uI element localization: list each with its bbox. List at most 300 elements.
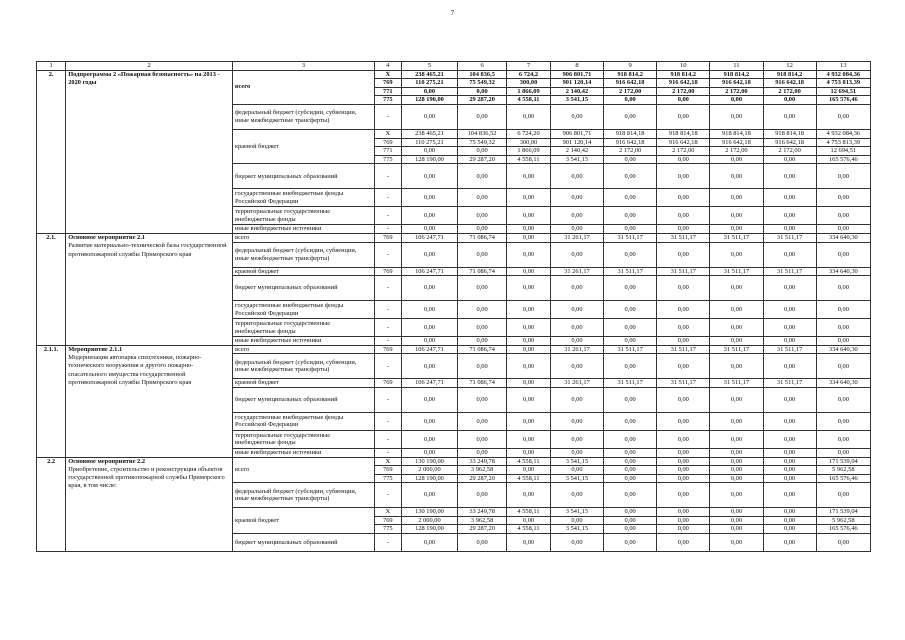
amount-cell: 2 172,00 xyxy=(604,147,657,156)
amount-cell: 0,00 xyxy=(401,448,457,457)
amount-cell: 0,00 xyxy=(458,448,507,457)
amount-cell: 29 287,20 xyxy=(458,155,507,164)
amount-cell: 0,00 xyxy=(816,301,870,319)
amount-cell: 128 190,00 xyxy=(401,96,457,105)
amount-cell: 0,00 xyxy=(401,242,457,267)
amount-cell: 0,00 xyxy=(763,457,816,466)
amount-cell: 0,00 xyxy=(550,412,603,430)
header-cell-1: 1 xyxy=(37,62,66,71)
amount-cell: 0,00 xyxy=(710,207,763,225)
amount-cell: 0,00 xyxy=(507,189,551,207)
amount-cell: 0,00 xyxy=(604,104,657,129)
amount-cell: 0,00 xyxy=(550,337,603,346)
amount-cell: 0,00 xyxy=(458,301,507,319)
amount-cell: 0,00 xyxy=(763,242,816,267)
amount-cell: 918 814,2 xyxy=(657,70,710,79)
amount-cell: 4 558,11 xyxy=(507,96,551,105)
amount-cell: 0,00 xyxy=(401,412,457,430)
amount-cell: 0,00 xyxy=(763,104,816,129)
amount-cell: 0,00 xyxy=(604,508,657,517)
amount-cell: 0,00 xyxy=(507,164,551,189)
amount-cell: 0,00 xyxy=(507,483,551,508)
amount-cell: 238 465,21 xyxy=(401,129,457,138)
page-number: 7 xyxy=(450,9,455,17)
amount-cell: 2 172,00 xyxy=(710,147,763,156)
amount-cell: 29 287,20 xyxy=(458,525,507,534)
amount-cell: 31 511,17 xyxy=(763,233,816,242)
amount-cell: 0,00 xyxy=(657,337,710,346)
amount-cell: 171 539,04 xyxy=(816,508,870,517)
amount-cell: 0,00 xyxy=(604,337,657,346)
amount-cell: 0,00 xyxy=(550,276,603,301)
amount-cell: 0,00 xyxy=(816,225,870,234)
funding-source: территориальные государственные внебюджетные фонды xyxy=(232,207,374,225)
amount-cell: 106 247,71 xyxy=(401,379,457,388)
amount-cell: 0,00 xyxy=(816,430,870,448)
amount-cell: 918 814,2 xyxy=(604,70,657,79)
amount-cell: 334 640,30 xyxy=(816,345,870,354)
amount-cell: 0,00 xyxy=(507,225,551,234)
amount-cell: 31 511,17 xyxy=(657,379,710,388)
amount-cell: 916 642,18 xyxy=(710,138,763,147)
amount-cell: 0,00 xyxy=(816,483,870,508)
amount-cell: 0,00 xyxy=(763,189,816,207)
amount-cell: 165 576,46 xyxy=(816,96,870,105)
amount-cell: 0,00 xyxy=(657,207,710,225)
amount-cell: 0,00 xyxy=(763,483,816,508)
amount-cell: 0,00 xyxy=(507,466,551,475)
amount-cell: 0,00 xyxy=(816,276,870,301)
amount-cell: 75 549,32 xyxy=(458,138,507,147)
amount-cell: 3 541,15 xyxy=(550,508,603,517)
amount-cell: 300,00 xyxy=(507,138,551,147)
amount-cell: 0,00 xyxy=(816,164,870,189)
amount-cell: 0,00 xyxy=(604,387,657,412)
amount-cell: 0,00 xyxy=(604,474,657,483)
amount-cell: 71 086,74 xyxy=(458,233,507,242)
amount-cell: 916 642,18 xyxy=(657,138,710,147)
amount-cell: 0,00 xyxy=(604,155,657,164)
amount-cell: 0,00 xyxy=(710,155,763,164)
amount-cell: 0,00 xyxy=(507,516,551,525)
amount-cell: 0,00 xyxy=(763,516,816,525)
amount-cell: 0,00 xyxy=(763,430,816,448)
amount-cell: 0,00 xyxy=(507,387,551,412)
amount-cell: 106 247,71 xyxy=(401,233,457,242)
amount-cell: 0,00 xyxy=(458,242,507,267)
header-cell-2: 2 xyxy=(66,62,233,71)
amount-cell: 75 549,32 xyxy=(458,79,507,88)
amount-cell: 33 249,78 xyxy=(458,508,507,517)
amount-cell: 0,00 xyxy=(458,276,507,301)
funding-source: государственные внебюджетные фонды Российской Федерации xyxy=(232,301,374,319)
amount-cell: 0,00 xyxy=(458,354,507,379)
amount-cell: 916 642,18 xyxy=(604,138,657,147)
funding-source: всего xyxy=(232,345,374,354)
budget-code: 769 xyxy=(374,79,401,88)
amount-cell: 0,00 xyxy=(550,104,603,129)
budget-code: - xyxy=(374,483,401,508)
section-number: 2.1. xyxy=(37,233,66,345)
amount-cell: 0,00 xyxy=(763,276,816,301)
amount-cell: 0,00 xyxy=(458,412,507,430)
amount-cell: 916 642,18 xyxy=(763,138,816,147)
amount-cell: 2 172,00 xyxy=(763,87,816,96)
amount-cell: 31 261,17 xyxy=(550,345,603,354)
amount-cell: 0,00 xyxy=(604,483,657,508)
amount-cell: 0,00 xyxy=(657,225,710,234)
section-description xyxy=(66,233,233,345)
amount-cell: 31 261,17 xyxy=(550,267,603,276)
amount-cell: 4 932 084,36 xyxy=(816,129,870,138)
section-number: 2.2 xyxy=(37,457,66,552)
amount-cell: 906 801,71 xyxy=(550,70,603,79)
amount-cell: 0,00 xyxy=(657,508,710,517)
amount-cell: 918 814,2 xyxy=(710,70,763,79)
amount-cell: 0,00 xyxy=(763,474,816,483)
amount-cell: 0,00 xyxy=(657,164,710,189)
amount-cell: 1 866,09 xyxy=(507,87,551,96)
amount-cell: 0,00 xyxy=(657,525,710,534)
header-cell-3: 3 xyxy=(232,62,374,71)
amount-cell: 0,00 xyxy=(507,207,551,225)
amount-cell: 0,00 xyxy=(550,164,603,189)
amount-cell: 0,00 xyxy=(604,457,657,466)
amount-cell: 1 866,09 xyxy=(507,147,551,156)
section-number: 2. xyxy=(37,70,66,233)
amount-cell: 0,00 xyxy=(710,474,763,483)
amount-cell: 0,00 xyxy=(816,387,870,412)
amount-cell: 128 190,00 xyxy=(401,525,457,534)
amount-cell: 334 640,30 xyxy=(816,379,870,388)
amount-cell: 0,00 xyxy=(816,534,870,552)
funding-source: территориальные государственные внебюджетные фонды xyxy=(232,430,374,448)
budget-code: 769 xyxy=(374,267,401,276)
funding-source: государственные внебюджетные фонды Российской Федерации xyxy=(232,412,374,430)
funding-source: всего xyxy=(232,70,374,104)
amount-cell: 0,00 xyxy=(604,525,657,534)
amount-cell: 2 000,00 xyxy=(401,466,457,475)
amount-cell: 0,00 xyxy=(710,319,763,337)
amount-cell: 0,00 xyxy=(710,189,763,207)
amount-cell: 31 511,17 xyxy=(763,267,816,276)
amount-cell: 0,00 xyxy=(657,474,710,483)
amount-cell: 0,00 xyxy=(550,448,603,457)
amount-cell: 0,00 xyxy=(458,225,507,234)
amount-cell: 71 086,74 xyxy=(458,379,507,388)
amount-cell: 6 724,20 xyxy=(507,129,551,138)
section-title: Подпрограмма 2 «Пожарная безопасность» на 2013 - 2020 годы xyxy=(68,70,220,86)
amount-cell: 0,00 xyxy=(657,96,710,105)
amount-cell: 106 247,71 xyxy=(401,345,457,354)
amount-cell: 0,00 xyxy=(604,301,657,319)
amount-cell: 31 511,17 xyxy=(604,233,657,242)
amount-cell: 918 814,18 xyxy=(657,129,710,138)
amount-cell: 6 724,2 xyxy=(507,70,551,79)
amount-cell: 31 261,17 xyxy=(550,379,603,388)
header-row xyxy=(37,62,871,71)
section-desc: Развитие материально-технической базы государственной противопожарной службы Приморского края xyxy=(68,242,227,258)
amount-cell: 0,00 xyxy=(550,242,603,267)
amount-cell: 31 261,17 xyxy=(550,233,603,242)
amount-cell: 0,00 xyxy=(710,301,763,319)
amount-cell: 0,00 xyxy=(550,466,603,475)
amount-cell: 0,00 xyxy=(816,207,870,225)
amount-cell: 128 190,00 xyxy=(401,474,457,483)
budget-code: 769 xyxy=(374,233,401,242)
amount-cell: 0,00 xyxy=(401,387,457,412)
amount-cell: 12 694,51 xyxy=(816,147,870,156)
amount-cell: 4 558,11 xyxy=(507,525,551,534)
funding-source: федеральный бюджет (субсидии, субвенции, иные межбюджетные трансферты) xyxy=(232,242,374,267)
amount-cell: 0,00 xyxy=(604,276,657,301)
funding-source: бюджет муниципальных образований xyxy=(232,534,374,552)
amount-cell: 0,00 xyxy=(710,534,763,552)
amount-cell: 0,00 xyxy=(550,483,603,508)
amount-cell: 0,00 xyxy=(550,354,603,379)
section-title: Основное мероприятие 2.2 xyxy=(68,457,146,465)
amount-cell: 31 511,17 xyxy=(763,379,816,388)
amount-cell: 0,00 xyxy=(657,412,710,430)
amount-cell: 916 642,18 xyxy=(657,79,710,88)
amount-cell: 0,00 xyxy=(710,337,763,346)
amount-cell: 106 247,71 xyxy=(401,267,457,276)
amount-cell: 0,00 xyxy=(657,457,710,466)
budget-code: 775 xyxy=(374,474,401,483)
amount-cell: 0,00 xyxy=(657,483,710,508)
amount-cell: 0,00 xyxy=(604,412,657,430)
amount-cell: 0,00 xyxy=(550,207,603,225)
amount-cell: 0,00 xyxy=(507,233,551,242)
amount-cell: 918 814,18 xyxy=(604,129,657,138)
amount-cell: 5 962,58 xyxy=(816,516,870,525)
amount-cell: 0,00 xyxy=(710,354,763,379)
amount-cell: 0,00 xyxy=(657,319,710,337)
budget-code: 775 xyxy=(374,155,401,164)
header-cell-12: 12 xyxy=(763,62,816,71)
amount-cell: 3 541,15 xyxy=(550,474,603,483)
amount-cell: 31 511,17 xyxy=(657,345,710,354)
amount-cell: 3 962,58 xyxy=(458,516,507,525)
budget-code: 769 xyxy=(374,345,401,354)
amount-cell: 0,00 xyxy=(458,147,507,156)
budget-code: - xyxy=(374,337,401,346)
header-cell-8: 8 xyxy=(550,62,603,71)
amount-cell: 130 190,00 xyxy=(401,457,457,466)
amount-cell: 0,00 xyxy=(401,189,457,207)
amount-cell: 0,00 xyxy=(710,242,763,267)
budget-code: - xyxy=(374,242,401,267)
funding-source: краевой бюджет xyxy=(232,379,374,388)
table-row xyxy=(37,70,871,79)
amount-cell: 2 172,00 xyxy=(710,87,763,96)
section-number: 2.1.1. xyxy=(37,345,66,457)
amount-cell: 0,00 xyxy=(401,337,457,346)
budget-code: 771 xyxy=(374,147,401,156)
amount-cell: 12 694,51 xyxy=(816,87,870,96)
header-cell-10: 10 xyxy=(657,62,710,71)
amount-cell: 0,00 xyxy=(401,164,457,189)
amount-cell: 0,00 xyxy=(816,242,870,267)
amount-cell: 0,00 xyxy=(710,516,763,525)
budget-code: - xyxy=(374,354,401,379)
amount-cell: 0,00 xyxy=(763,448,816,457)
amount-cell: 0,00 xyxy=(710,525,763,534)
amount-cell: 0,00 xyxy=(507,345,551,354)
amount-cell: 0,00 xyxy=(710,412,763,430)
amount-cell: 0,00 xyxy=(657,155,710,164)
section-description xyxy=(66,70,233,233)
header-cell-13: 13 xyxy=(816,62,870,71)
amount-cell: 0,00 xyxy=(763,466,816,475)
funding-source: государственные внебюджетные фонды Российской Федерации xyxy=(232,189,374,207)
amount-cell: 0,00 xyxy=(401,301,457,319)
funding-source: всего xyxy=(232,457,374,483)
amount-cell: 300,00 xyxy=(507,79,551,88)
funding-source: федеральный бюджет (субсидии, субвенции, иные межбюджетные трансферты) xyxy=(232,104,374,129)
budget-code: - xyxy=(374,430,401,448)
amount-cell: 0,00 xyxy=(401,319,457,337)
amount-cell: 29 287,20 xyxy=(458,474,507,483)
amount-cell: 0,00 xyxy=(710,164,763,189)
budget-code: - xyxy=(374,189,401,207)
funding-source: федеральный бюджет (субсидии, субвенции, иные межбюджетные трансферты) xyxy=(232,483,374,508)
amount-cell: 3 541,15 xyxy=(550,525,603,534)
amount-cell: 0,00 xyxy=(507,534,551,552)
amount-cell: 0,00 xyxy=(550,319,603,337)
amount-cell: 0,00 xyxy=(816,448,870,457)
amount-cell: 0,00 xyxy=(458,483,507,508)
amount-cell: 4 753 813,39 xyxy=(816,79,870,88)
amount-cell: 901 120,14 xyxy=(550,79,603,88)
header-cell-4: 4 xyxy=(374,62,401,71)
amount-cell: 128 190,00 xyxy=(401,155,457,164)
amount-cell: 334 640,30 xyxy=(816,233,870,242)
amount-cell: 0,00 xyxy=(401,430,457,448)
amount-cell: 71 086,74 xyxy=(458,345,507,354)
section-title: Мероприятие 2.1.1 xyxy=(68,345,123,353)
amount-cell: 0,00 xyxy=(657,276,710,301)
amount-cell: 2 172,00 xyxy=(657,147,710,156)
amount-cell: 71 086,74 xyxy=(458,267,507,276)
budget-code: 775 xyxy=(374,525,401,534)
amount-cell: 0,00 xyxy=(710,448,763,457)
budget-code: - xyxy=(374,225,401,234)
amount-cell: 0,00 xyxy=(507,276,551,301)
amount-cell: 918 814,18 xyxy=(710,129,763,138)
amount-cell: 0,00 xyxy=(507,301,551,319)
amount-cell: 2 172,00 xyxy=(657,87,710,96)
funding-source: краевой бюджет xyxy=(232,129,374,163)
funding-source: бюджет муниципальных образований xyxy=(232,387,374,412)
amount-cell: 4 558,11 xyxy=(507,508,551,517)
amount-cell: 2 140,42 xyxy=(550,147,603,156)
amount-cell: 0,00 xyxy=(710,276,763,301)
amount-cell: 0,00 xyxy=(710,466,763,475)
header-cell-5: 5 xyxy=(401,62,457,71)
amount-cell: 0,00 xyxy=(710,483,763,508)
amount-cell: 0,00 xyxy=(507,319,551,337)
amount-cell: 4 558,11 xyxy=(507,457,551,466)
amount-cell: 0,00 xyxy=(604,534,657,552)
amount-cell: 29 287,20 xyxy=(458,96,507,105)
amount-cell: 0,00 xyxy=(507,354,551,379)
budget-code: - xyxy=(374,207,401,225)
amount-cell: 0,00 xyxy=(710,457,763,466)
funding-source: бюджет муниципальных образований xyxy=(232,276,374,301)
amount-cell: 4 932 084,36 xyxy=(816,70,870,79)
budget-code: - xyxy=(374,319,401,337)
amount-cell: 0,00 xyxy=(401,87,457,96)
budget-code: X xyxy=(374,457,401,466)
amount-cell: 0,00 xyxy=(763,508,816,517)
amount-cell: 0,00 xyxy=(507,267,551,276)
amount-cell: 0,00 xyxy=(458,189,507,207)
amount-cell: 0,00 xyxy=(710,104,763,129)
amount-cell: 238 465,21 xyxy=(401,70,457,79)
funding-source: иные внебюджетные источники xyxy=(232,337,374,346)
amount-cell: 5 962,58 xyxy=(816,466,870,475)
amount-cell: 165 576,46 xyxy=(816,525,870,534)
table-row xyxy=(37,233,871,242)
amount-cell: 0,00 xyxy=(657,301,710,319)
amount-cell: 33 249,78 xyxy=(458,457,507,466)
amount-cell: 31 511,17 xyxy=(604,345,657,354)
amount-cell: 31 511,17 xyxy=(710,379,763,388)
amount-cell: 0,00 xyxy=(763,337,816,346)
amount-cell: 0,00 xyxy=(604,225,657,234)
budget-code: 769 xyxy=(374,466,401,475)
amount-cell: 0,00 xyxy=(763,207,816,225)
amount-cell: 0,00 xyxy=(507,337,551,346)
amount-cell: 0,00 xyxy=(657,516,710,525)
amount-cell: 0,00 xyxy=(550,430,603,448)
amount-cell: 0,00 xyxy=(763,155,816,164)
amount-cell: 0,00 xyxy=(763,164,816,189)
amount-cell: 0,00 xyxy=(401,147,457,156)
amount-cell: 0,00 xyxy=(458,87,507,96)
amount-cell: 918 814,2 xyxy=(763,70,816,79)
budget-code: 771 xyxy=(374,87,401,96)
funding-source: всего xyxy=(232,233,374,242)
amount-cell: 0,00 xyxy=(657,534,710,552)
amount-cell: 0,00 xyxy=(763,525,816,534)
amount-cell: 104 836,5 xyxy=(458,70,507,79)
amount-cell: 0,00 xyxy=(763,96,816,105)
amount-cell: 0,00 xyxy=(458,104,507,129)
amount-cell: 4 558,11 xyxy=(507,155,551,164)
amount-cell: 0,00 xyxy=(604,189,657,207)
budget-code: 769 xyxy=(374,379,401,388)
budget-code: - xyxy=(374,448,401,457)
amount-cell: 0,00 xyxy=(763,412,816,430)
amount-cell: 0,00 xyxy=(550,225,603,234)
amount-cell: 0,00 xyxy=(507,379,551,388)
amount-cell: 901 120,14 xyxy=(550,138,603,147)
amount-cell: 3 962,58 xyxy=(458,466,507,475)
amount-cell: 0,00 xyxy=(763,387,816,412)
amount-cell: 0,00 xyxy=(458,164,507,189)
amount-cell: 0,00 xyxy=(657,189,710,207)
amount-cell: 0,00 xyxy=(507,242,551,267)
amount-cell: 104 836,52 xyxy=(458,129,507,138)
amount-cell: 0,00 xyxy=(458,337,507,346)
funding-source: федеральный бюджет (субсидии, субвенции, иные межбюджетные трансферты) xyxy=(232,354,374,379)
amount-cell: 0,00 xyxy=(604,319,657,337)
amount-cell: 0,00 xyxy=(710,387,763,412)
amount-cell: 0,00 xyxy=(604,430,657,448)
amount-cell: 165 576,46 xyxy=(816,474,870,483)
